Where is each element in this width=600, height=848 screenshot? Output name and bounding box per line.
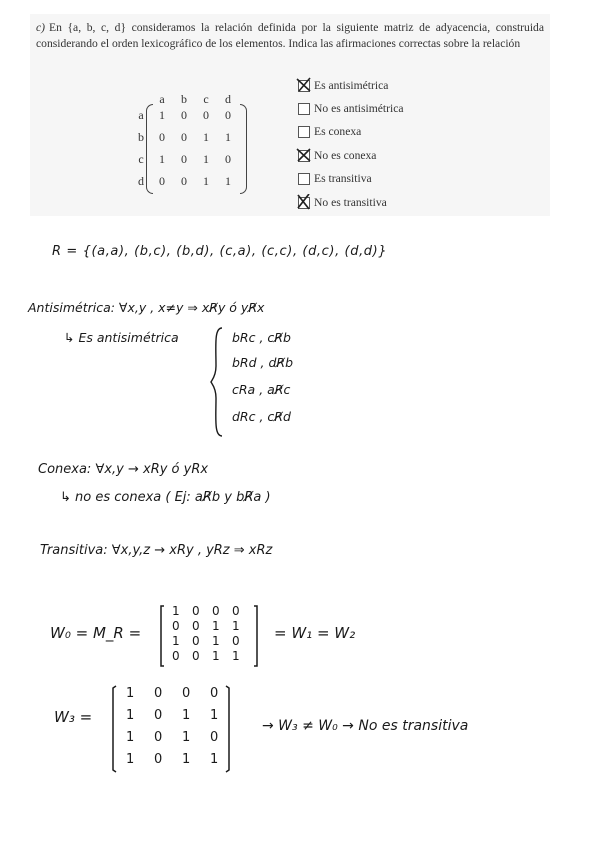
conexa-conclusion: ↳ no es conexa ( Ej: aR̸b y bR̸a ) (60, 490, 271, 505)
problem-text: En {a, b, c, d} consideramos la relación definida por la siguiente matriz de adyacencia, construida considerando el orden lexicográfico de los elementos. Indica las afirmaciones correctas sobre la relación (36, 21, 544, 50)
matrix-cell: 0 (181, 130, 187, 144)
matrix-entry: 1 (212, 649, 220, 663)
matrix-entry: 1 (182, 752, 191, 767)
matrix-cell: 1 (159, 108, 165, 122)
col-label: d (225, 92, 231, 106)
matrix-entry: 0 (182, 686, 191, 701)
checked-cross-icon (296, 147, 312, 163)
matrix-entry: 0 (192, 619, 200, 633)
col-label: c (203, 92, 209, 106)
matrix-entry: 1 (172, 634, 180, 648)
matrix-cell: 1 (203, 152, 209, 166)
option-label: No es antisimétrica (314, 102, 404, 115)
transitive-definition: Transitiva: ∀x,y,z → xRy , yRz ⇒ xRz (40, 543, 273, 558)
matrix-cell: 1 (225, 130, 231, 144)
matrix-cell: 1 (203, 130, 209, 144)
matrix-entry: 1 (126, 752, 135, 767)
antisymmetric-case: cRa , aR̸c (232, 382, 291, 397)
antisymmetric-case: dRc , cR̸d (232, 409, 291, 424)
option-label: Es antisimétrica (314, 79, 389, 92)
matrix-entry: 1 (210, 708, 219, 723)
transitivity-conclusion: → W₃ ≠ W₀ → No es transitiva (262, 718, 469, 734)
matrix-entry: 1 (172, 604, 180, 618)
checked-cross-icon (296, 194, 312, 210)
problem-statement (36, 20, 544, 51)
matrix-left-bracket (146, 104, 153, 194)
option-label: Es conexa (314, 125, 362, 138)
matrix-cell: 1 (159, 152, 165, 166)
matrix-entry: 0 (192, 604, 200, 618)
matrix-cell: 1 (203, 174, 209, 188)
row-label: c (138, 152, 144, 166)
matrix-entry: 1 (210, 752, 219, 767)
matrix-entry: 0 (212, 604, 220, 618)
row-label: b (138, 130, 144, 144)
antisymmetric-definition: Antisimétrica: ∀x,y , x≠y ⇒ xR̸y ó yR̸x (28, 300, 265, 315)
adjacency-matrix (134, 92, 254, 202)
matrix-entry: 1 (212, 619, 220, 633)
matrix-entry: 0 (192, 649, 200, 663)
matrix-entry: 0 (192, 634, 200, 648)
option-label: Es transitiva (314, 172, 372, 185)
matrix-entry: 0 (154, 686, 163, 701)
matrix-entry: 0 (232, 604, 240, 618)
conexa-definition: Conexa: ∀x,y → xRy ó yRx (38, 462, 209, 477)
matrix-entry: 0 (154, 708, 163, 723)
matrix-cell: 0 (181, 108, 187, 122)
matrix-entry: 0 (172, 649, 180, 663)
antisymmetric-case: bRd , dR̸b (232, 355, 294, 370)
col-label: a (159, 92, 165, 106)
matrix-cell: 0 (181, 174, 187, 188)
antisymmetric-conclusion: ↳ Es antisimétrica (64, 330, 179, 345)
checkbox[interactable] (298, 103, 310, 115)
w0-equals: = W₁ = W₂ (274, 624, 356, 642)
option-label: No es conexa (314, 149, 377, 162)
matrix-entry: 1 (126, 730, 135, 745)
matrix-cell: 0 (159, 130, 165, 144)
checkbox[interactable] (298, 173, 310, 185)
matrix-entry: 1 (126, 708, 135, 723)
problem-label: c) (36, 21, 46, 34)
matrix-cell: 0 (225, 152, 231, 166)
matrix-cell: 0 (181, 152, 187, 166)
matrix-entry: 1 (232, 649, 240, 663)
option-label: No es transitiva (314, 196, 387, 209)
matrix-cell: 0 (203, 108, 209, 122)
matrix-entry: 1 (232, 619, 240, 633)
matrix-entry: 1 (182, 730, 191, 745)
checkbox[interactable] (298, 126, 310, 138)
w0-label: W₀ = M_R = (50, 624, 142, 642)
relation-set: R = {(a,a), (b,c), (b,d), (c,a), (c,c), (d,c), (d,d)} (52, 244, 388, 259)
matrix-entry: 1 (182, 708, 191, 723)
matrix-entry: 0 (154, 752, 163, 767)
matrix-cell: 1 (225, 174, 231, 188)
row-label: d (138, 174, 144, 188)
matrix-cell: 0 (225, 108, 231, 122)
matrix-entry: 1 (126, 686, 135, 701)
matrix-entry: 0 (232, 634, 240, 648)
printed-question (30, 14, 550, 216)
antisymmetric-case: bRc , cR̸b (232, 330, 291, 345)
checked-cross-icon (296, 77, 312, 93)
matrix-cell: 0 (159, 174, 165, 188)
curly-brace (210, 326, 224, 438)
matrix-entry: 0 (210, 686, 219, 701)
row-label: a (138, 108, 144, 122)
matrix-entry: 1 (212, 634, 220, 648)
matrix-entry: 0 (172, 619, 180, 633)
col-label: b (181, 92, 187, 106)
w3-label: W₃ = (54, 708, 93, 726)
matrix-right-bracket (240, 104, 247, 194)
matrix-entry: 0 (154, 730, 163, 745)
matrix-entry: 0 (210, 730, 219, 745)
